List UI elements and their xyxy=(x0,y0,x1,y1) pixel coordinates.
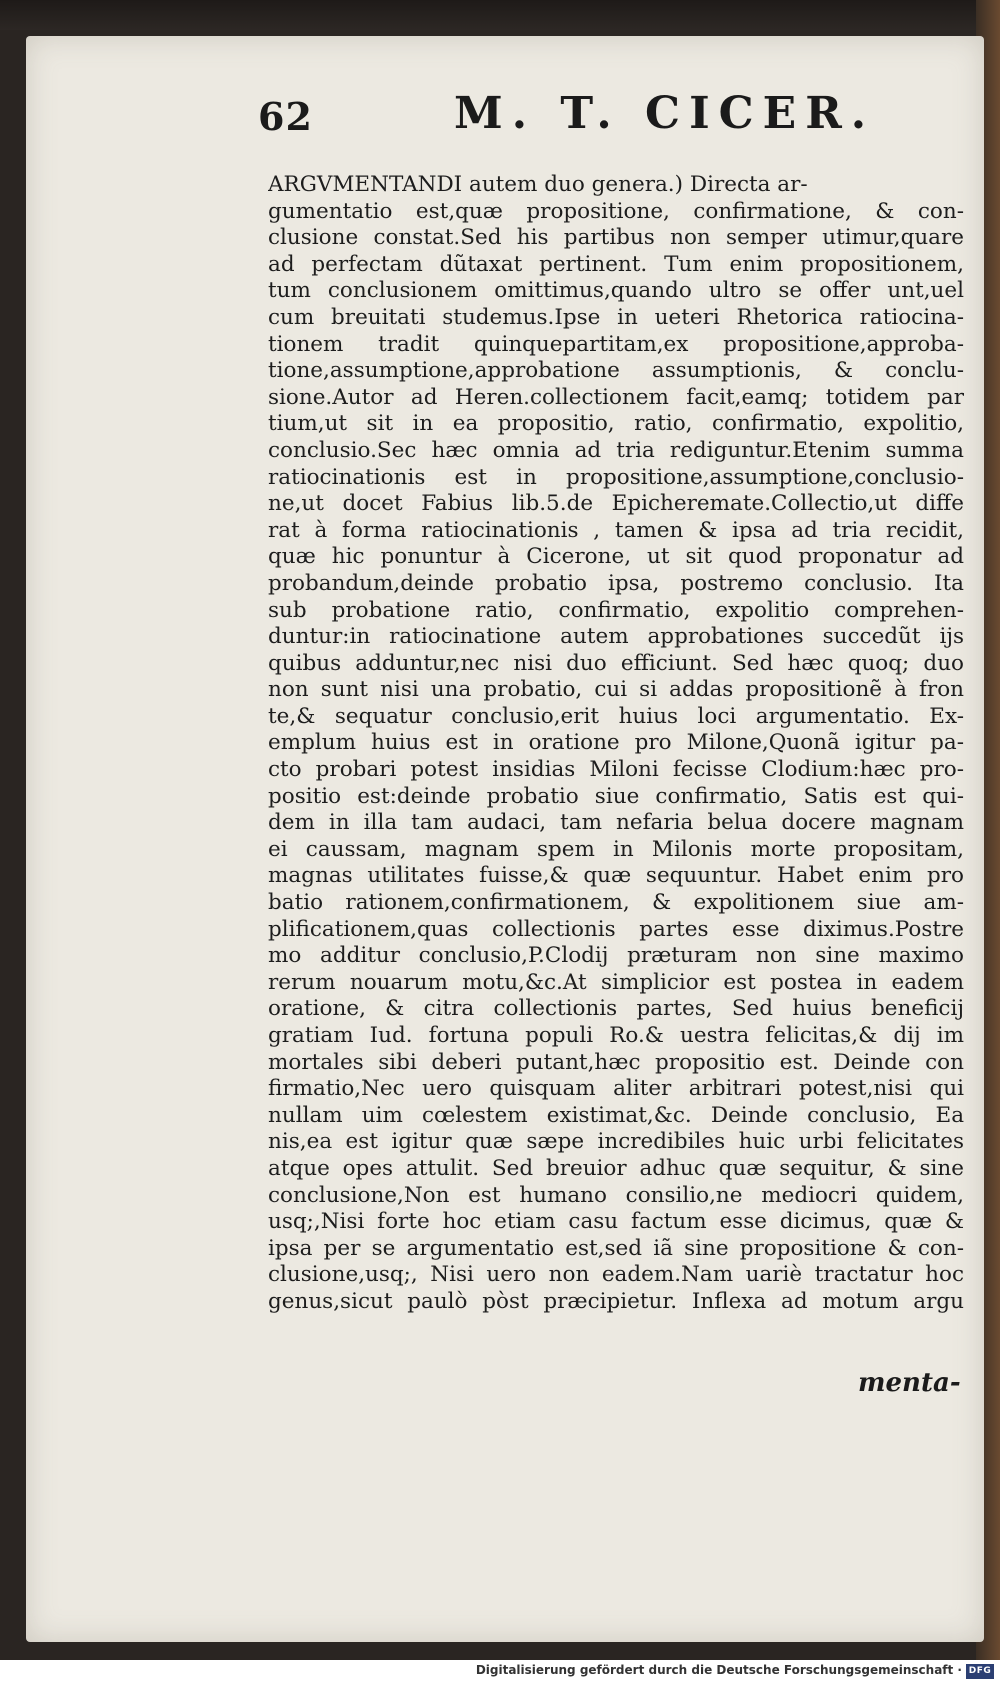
text-line: conclusione,Non est humano consilio,ne mediocri quidem, xyxy=(268,1182,964,1208)
text-line: tionem tradit quinquepartitam,ex propositione,approba- xyxy=(268,331,964,357)
text-line: non sunt nisi una probatio, cui si addas propositionẽ à fron xyxy=(268,677,964,703)
text-line: mortales sibi deberi putant,hæc propositio est. Deinde con xyxy=(268,1049,964,1075)
text-line: duntur:in ratiocinatione autem approbationes succedũt ijs xyxy=(268,624,964,650)
text-line: ipsa per se argumentatio est,sed iã sine propositione & con- xyxy=(268,1235,964,1261)
text-line: rat à forma ratiocinationis , tamen & ipsa ad tria recidit, xyxy=(268,517,964,543)
text-line: mo additur conclusio,P.Clodij præturam non sine maximo xyxy=(268,943,964,969)
footer-credit: Digitalisierung gefördert durch die Deutsche Forschungsgemeinschaft · xyxy=(475,1663,962,1677)
running-head-title: M. T. CICER. xyxy=(454,88,876,139)
catchword: menta- xyxy=(858,1368,961,1398)
text-line: firmatio,Nec uero quisquam aliter arbitrari potest,nisi qui xyxy=(268,1076,964,1102)
text-line: ne,ut docet Fabius lib.5.de Epicheremate.Collectio,ut diffe xyxy=(268,491,964,517)
text-line: clusione,usq;, Nisi uero non eadem.Nam uariè tractatur hoc xyxy=(268,1262,964,1288)
text-line: quibus adduntur,nec nisi duo efficiunt. Sed hæc quoq; duo xyxy=(268,650,964,676)
text-line: genus,sicut paulò pòst præcipietur. Inflexa ad motum argu xyxy=(268,1288,964,1314)
text-line: nis,ea est igitur quæ sæpe incredibiles huic urbi felicitates xyxy=(268,1129,964,1155)
text-line: dem in illa tam audaci, tam nefaria belua docere magnam xyxy=(268,810,964,836)
text-line: nullam uim cœlestem existimat,&c. Deinde conclusio, Ea xyxy=(268,1102,964,1128)
text-line: cum breuitati studemus.Ipse in ueteri Rhetorica ratiocina- xyxy=(268,304,964,330)
body-text xyxy=(268,172,964,1316)
text-line: atque opes attulit. Sed breuior adhuc quæ sequitur, & sine xyxy=(268,1155,964,1181)
text-line: oratione, & citra collectionis partes, Sed huius beneficij xyxy=(268,996,964,1022)
text-line: ARGVMENTANDI autem duo genera.) Directa ar- xyxy=(268,172,808,197)
text-line: rerum nouarum motu,&c.At simplicior est postea in eadem xyxy=(268,969,964,995)
text-line: sione.Autor ad Heren.collectionem facit,eamq; totidem par xyxy=(268,384,964,410)
running-head xyxy=(258,88,958,148)
scan-edge-top xyxy=(0,0,1000,30)
text-line: quæ hic ponuntur à Cicerone, ut sit quod proponatur ad xyxy=(268,544,964,570)
text-line: tium,ut sit in ea propositio, ratio, confirmatio, expolitio, xyxy=(268,411,964,437)
text-line: ratiocinationis est in propositione,assumptione,conclusio- xyxy=(268,464,964,490)
text-line: gratiam Iud. fortuna populi Ro.& uestra felicitas,& dij im xyxy=(268,1023,964,1048)
text-line: clusione constat.Sed his partibus non semper utimur,quare xyxy=(268,225,964,251)
text-line: conclusio.Sec hæc omnia ad tria rediguntur.Etenim summa xyxy=(268,437,964,463)
text-line: tum conclusionem omittimus,quando ultro se offer unt,uel xyxy=(268,278,964,304)
text-line: probandum,deinde probatio ipsa, postremo conclusio. Ita xyxy=(268,570,964,596)
text-line: tione,assumptione,approbatione assumptionis, & conclu- xyxy=(268,358,964,384)
page-number: 62 xyxy=(258,94,313,139)
footer-bar xyxy=(0,1660,1000,1684)
text-line: te,& sequatur conclusio,erit huius loci argumentatio. Ex- xyxy=(268,703,964,729)
text-line: positio est:deinde probatio siue confirmatio, Satis est qui- xyxy=(268,783,964,809)
text-line: magnas utilitates fuisse,& quæ sequuntur. Habet enim pro xyxy=(268,863,964,889)
text-line: batio rationem,confirmationem, & expolitionem siue am- xyxy=(268,890,964,916)
text-line: gumentatio est,quæ propositione, confirmatione, & con- xyxy=(268,198,964,224)
text-line: sub probatione ratio, confirmatio, expolitio comprehen- xyxy=(268,597,964,623)
text-line: cto probari potest insidias Miloni fecisse Clodium:hæc pro- xyxy=(268,757,964,783)
text-line: ad perfectam dũtaxat pertinent. Tum enim propositionem, xyxy=(268,251,964,277)
text-line: usq;,Nisi forte hoc etiam casu factum esse dicimus, quæ & xyxy=(268,1209,964,1235)
text-line: plificationem,quas collectionis partes esse diximus.Postre xyxy=(268,916,964,942)
text-line: emplum huius est in oratione pro Milone,Quonã igitur pa- xyxy=(268,730,964,756)
text-line: ei caussam, magnam spem in Milonis morte propositam, xyxy=(268,836,964,862)
dfg-logo-icon: DFG xyxy=(966,1664,994,1679)
